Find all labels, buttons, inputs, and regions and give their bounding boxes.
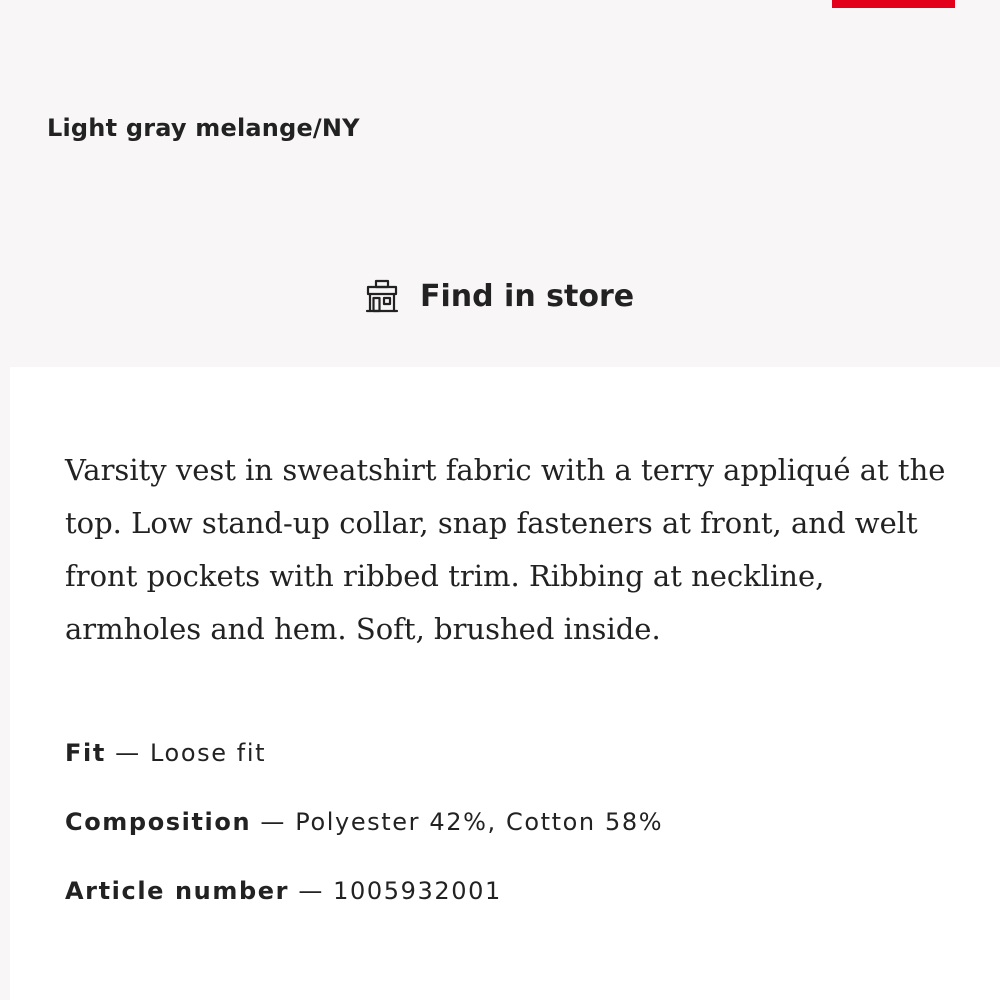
- fit-separator: —: [115, 739, 141, 767]
- composition-separator: —: [260, 808, 287, 836]
- composition-label: Composition: [65, 808, 252, 836]
- selected-color-name: Light gray melange/NY: [47, 114, 360, 142]
- fit-label: Fit: [65, 739, 106, 767]
- article-number-label: Article number: [65, 877, 290, 905]
- article-number-row: [65, 877, 502, 905]
- composition-row: [65, 808, 663, 836]
- fit-value: Loose fit: [149, 739, 267, 767]
- add-to-bag-button-edge[interactable]: [832, 0, 955, 8]
- article-number-value: 1005932001: [333, 877, 502, 905]
- find-in-store-label: Find in store: [420, 278, 635, 314]
- store-icon: [364, 278, 400, 314]
- product-details-section: [10, 367, 1000, 1000]
- fit-row: [65, 739, 266, 767]
- composition-value: Polyester 42%, Cotton 58%: [295, 808, 664, 836]
- product-description: Varsity vest in sweatshirt fabric with a terry appliqué at the top. Low stand-up collar, snap fasteners at front, and welt front pockets with ribbed trim. Ribbing at neckline, armholes and hem. Soft, brushed inside.: [65, 453, 946, 646]
- article-number-separator: —: [298, 877, 324, 905]
- find-in-store-button[interactable]: [364, 274, 634, 318]
